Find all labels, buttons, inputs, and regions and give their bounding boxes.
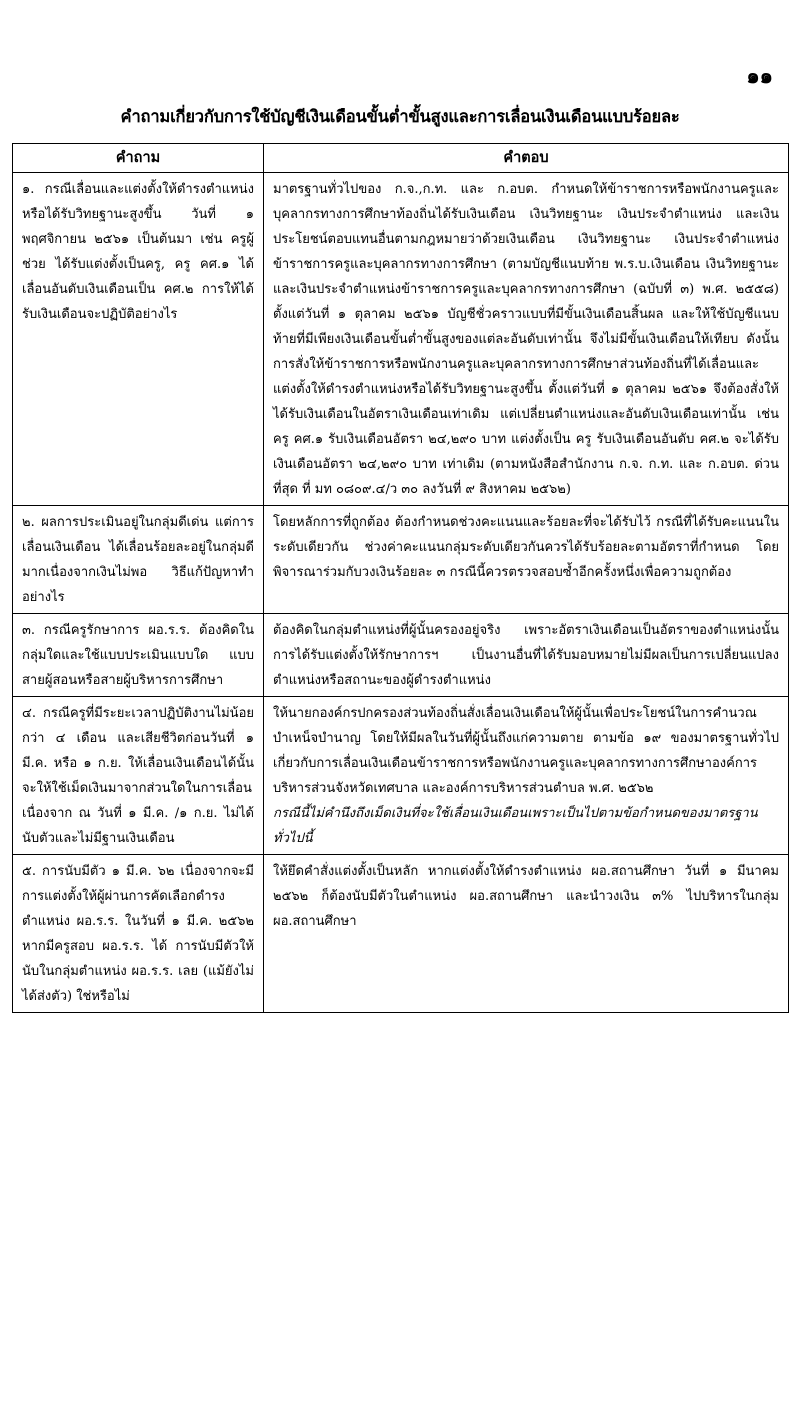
answer-cell [264,173,789,506]
answer-cell [264,614,789,697]
answer-cell [264,855,789,1013]
question-cell: ๒. ผลการประเมินอยู่ในกลุ่มดีเด่น แต่การเลื่อนเงินเดือน ได้เลื่อนร้อยละอยู่ในกลุ่มดีมากเนื่องจากเงินไม่พอ วิธีแก้ปัญหาทำอย่างไร [13,506,264,614]
question-cell: ๔. กรณีครูที่มีระยะเวลาปฏิบัติงานไม่น้อยกว่า ๔ เดือน และเสียชีวิตก่อนวันที่ ๑ มี.ค. หรือ ๑ ก.ย. ให้เลื่อนเงินเดือนได้นั้น จะให้ใช้เม็ดเงินมาจากส่วนใดในการเลื่อน เนื่องจาก ณ วันที่ ๑ มี.ค. /๑ ก.ย. ไม่ได้นับตัวและไม่มีฐานเงินเดือน [13,697,264,855]
answer-cell [264,506,789,614]
answer-text: มาตรฐานทั่วไปของ ก.จ.,ก.ท. และ ก.อบต. กำหนดให้ข้าราชการหรือพนักงานครูและบุคลากรทางการศึกษาท้องถิ่นได้รับเงินเดือน เงินวิทยฐานะ เงินประจำตำแหน่ง และเงินประโยชน์ตอบแทนอื่นตามกฎหมายว่าด้วยเงินเดือน เงินวิทยฐานะ เงินประจำตำแหน่งข้าราชการครูและบุคลากรทางการศึกษา (ตามบัญชีแนบท้าย พ.ร.บ.เงินเดือน เงินวิทยฐานะและเงินประจำตำแหน่งข้าราชการครูและบุคลากรทางการศึกษา (ฉบับที่ ๓) พ.ศ. ๒๕๕๘) ตั้งแต่วันที่ ๑ ตุลาคม ๒๕๖๑ บัญชีชั่วคราวแบบที่มีขั้นเงินเดือนสิ้นผล และให้ใช้บัญชีแนบท้ายที่มีเพียงเงินเดือนขั้นต่ำขั้นสูงของแต่ละอันดับเท่านั้น จึงไม่มีขั้นเงินเดือนให้เทียบ ดังนั้น การสั่งให้ข้าราชการหรือพนักงานครูและบุคลากรทางการศึกษาส่วนท้องถิ่นที่ได้เลื่อนและแต่งตั้งให้ดำรงตำแหน่งหรือได้รับวิทยฐานะสูงขึ้น ตั้งแต่วันที่ ๑ ตุลาคม ๒๕๖๑ จึงต้องสั่งให้ได้รับเงินเดือนในอัตราเงินเดือนเท่าเดิม แต่เปลี่ยนตำแหน่งและอันดับเงินเดือนเท่านั้น เช่น ครู คศ.๑ รับเงินเดือนอัตรา ๒๔,๒๙๐ บาท แต่งตั้งเป็น ครู รับเงินเดือนอันดับ คศ.๒ จะได้รับเงินเดือนอัตรา ๒๔,๒๙๐ บาท เท่าเดิม (ตามหนังสือสำนักงาน ก.จ. ก.ท. และ ก.อบต. ด่วนที่สุด ที่ มท ๐๘๐๙.๔/ว ๓๐ ลงวันที่ ๙ สิงหาคม ๒๕๖๒) [273,182,779,497]
question-cell: ๓. กรณีครูรักษาการ ผอ.ร.ร. ต้องคิดในกลุ่มใดและใช้แบบประเมินแบบใด แบบสายผู้สอนหรือสายผู้บริหารการศึกษา [13,614,264,697]
table-row [13,506,789,614]
table-header-row [13,144,789,173]
faq-table [12,143,789,1013]
question-cell: ๕. การนับมีตัว ๑ มี.ค. ๖๒ เนื่องจากจะมีการแต่งตั้งให้ผู้ผ่านการคัดเลือกดำรงตำแหน่ง ผอ.ร.ร. ในวันที่ ๑ มี.ค. ๒๕๖๒ หากมีครูสอบ ผอ.ร.ร. ได้ การนับมีตัวให้นับในกลุ่มตำแหน่ง ผอ.ร.ร. เลย (แม้ยังไม่ได้ส่งตัว) ใช่หรือไม่ [13,855,264,1013]
answer-text: ต้องคิดในกลุ่มตำแหน่งที่ผู้นั้นครองอยู่จริง เพราะอัตราเงินเดือนเป็นอัตราของตำแหน่งนั้น การได้รับแต่งตั้งให้รักษาการฯ เป็นงานอื่นที่ได้รับมอบหมายไม่มีผลเป็นการเปลี่ยนแปลงตำแหน่งหรือสถานะของผู้ดำรงตำแหน่ง [273,623,779,688]
document-title: คำถามเกี่ยวกับการใช้บัญชีเงินเดือนขั้นต่ำขั้นสูงและการเลื่อนเงินเดือนแบบร้อยละ [120,107,680,126]
answer-text: ให้นายกองค์กรปกครองส่วนท้องถิ่นสั่งเลื่อนเงินเดือนให้ผู้นั้นเพื่อประโยชน์ในการคำนวณบำเหน็จบำนาญ โดยให้มีผลในวันที่ผู้นั้นถึงแก่ความตาย ตามข้อ ๑๙ ของมาตรฐานทั่วไปเกี่ยวกับการเลื่อนเงินเดือนข้าราชการหรือพนักงานครูและบุคลากรทางการศึกษาองค์การบริหารส่วนจังหวัดเทศบาล และองค์การบริหารส่วนตำบล พ.ศ. ๒๕๖๒ [273,706,779,796]
answer-cell [264,697,789,855]
answer-text: ให้ยึดคำสั่งแต่งตั้งเป็นหลัก หากแต่งตั้งให้ดำรงตำแหน่ง ผอ.สถานศึกษา วันที่ ๑ มีนาคม ๒๕๖๒ ก็ต้องนับมีตัวในตำแหน่ง ผอ.สถานศึกษา และนำวงเงิน ๓% ไปบริหารในกลุ่ม ผอ.สถานศึกษา [273,864,779,929]
answer-note: กรณีนี้ไม่คำนึงถึงเม็ดเงินที่จะใช้เลื่อนเงินเดือนเพราะเป็นไปตามข้อกำหนดของมาตรฐานทั่วไปนี้ [273,806,758,846]
question-column-header: คำถาม [13,144,264,173]
table-row [13,855,789,1013]
answer-column-header: คำตอบ [264,144,789,173]
table-row [13,173,789,506]
table-row [13,697,789,855]
page-number: ๑๑ [746,63,773,88]
question-cell: ๑. กรณีเลื่อนและแต่งตั้งให้ดำรงตำแหน่งหรือได้รับวิทยฐานะสูงขึ้น วันที่ ๑ พฤศจิกายน ๒๕๖๑ เป็นต้นมา เช่น ครูผู้ช่วย ได้รับแต่งตั้งเป็นครู, ครู คศ.๑ ได้เลื่อนอันดับเงินเดือนเป็น คศ.๒ การให้ได้รับเงินเดือนจะปฏิบัติอย่างไร [13,173,264,506]
answer-text: โดยหลักการที่ถูกต้อง ต้องกำหนดช่วงคะแนนและร้อยละที่จะได้รับไว้ กรณีที่ได้รับคะแนนในระดับเดียวกัน ช่วงค่าคะแนนกลุ่มระดับเดียวกันควรได้รับร้อยละตามอัตราที่กำหนด โดยพิจารณาร่วมกับวงเงินร้อยละ ๓ กรณีนี้ควรตรวจสอบซ้ำอีกครั้งหนึ่งเพื่อความถูกต้อง [273,515,779,580]
table-row [13,614,789,697]
